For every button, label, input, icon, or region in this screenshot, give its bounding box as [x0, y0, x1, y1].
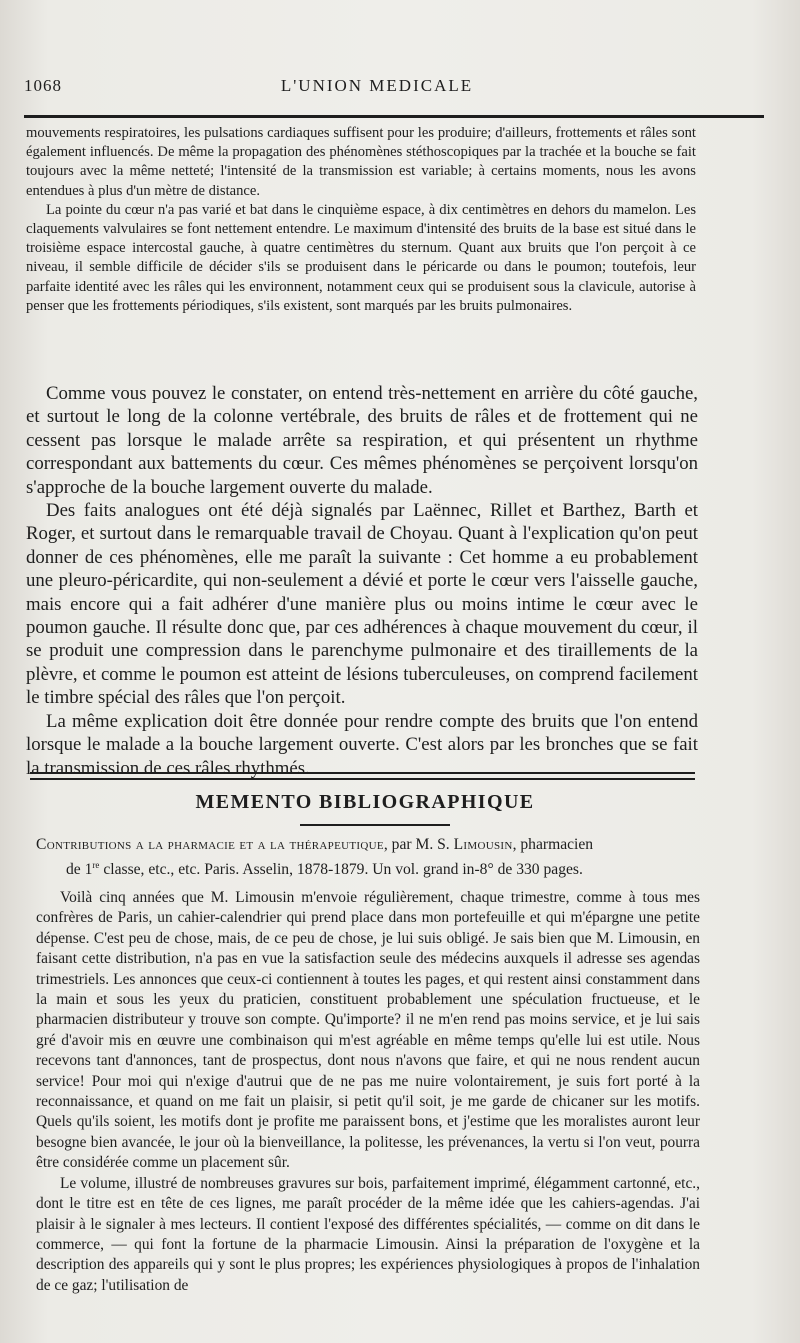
section-title: MEMENTO BIBLIOGRAPHIQUE — [195, 791, 535, 813]
page-number: 1068 — [24, 76, 62, 95]
publication-details: de 1re classe, etc., etc. Paris. Asselin, 1878-1879. Un vol. grand in-8° de 330 pages. — [66, 860, 583, 879]
paragraph: Comme vous pouvez le constater, on entend très-nettement en arrière du côté gauche, et surtout le long de la colonne vertébrale, des bruits de râles et de frottement qui ne cessent pas lorsque le malade arrête sa respiration, et qui présentent un rhythme correspondant aux battements du cœur. Ces mêmes phénomènes se perçoivent lorsqu'on s'approche de la bouche largement ouverte du malade. — [26, 383, 698, 498]
main-text-block — [26, 382, 698, 780]
paragraph: Des faits analogues ont été déjà signalés par Laënnec, Rillet et Barthez, Barth et Roger, et surtout dans le remarquable travail de Choyau. Quant à l'explication qu'on peut donner de ces phénomènes, elle me paraît la suivante : Cet homme a eu probablement une pleuro-péricardite, qui non-seulement a dévié et porte le cœur vers l'aisselle gauche, mais encore qui a fait adhérer d'une manière plus ou moins intime le cœur avec le poumon gauche. Il résulte donc que, par ces adhérences à chaque mouvement du cœur, il se produit une compression dans le parenchyme pulmonaire et des tiraillements de la plèvre, et comme le poumon est atteint de lésions tuberculeuses, on comprend facilement le timbre spécial des râles que l'on perçoit. — [26, 500, 698, 709]
author-name: Limousin — [453, 836, 513, 853]
header-rule — [24, 115, 764, 118]
paragraph: Voilà cinq années que M. Limousin m'envoie régulièrement, chaque trimestre, comme à tous mes confrères de Paris, un cahier-calendrier qui prend place dans mon portefeuille et qui m'épargne une petite dépense. C'est peu de chose, mais, de ce peu de chose, je lui suis obligé. Je sais bien que M. Limousin, en faisant cette distribution, n'a pas en vue la satisfaction seule des médecins auxquels il adresse ses agendas trimestriels. Les annonces que ceux-ci contiennent à toutes les pages, et qui restent ainsi constamment dans la main et sous les yeux du praticien, constituent probablement une spéculation fructueuse, et le pharmacien distributeur y trouve son compte. Qu'importe? il ne m'en rend pas moins service, et je lui sais gré d'avoir mis en œuvre une combinaison qui m'est agréable en même temps qu'elle lui est utile. Nous recevons tant d'annonces, tant de prospectus, dont nous n'avons que faire, et qui ne nous rendent aucun service! Pour moi qui n'exige d'autrui que de ne pas me nuire volontairement, je suis fort porté à la reconnaissance, et quand on me fait un plaisir, si petit qu'il soit, je me garde de chicaner sur les motifs. Quels qu'ils soient, les motifs dont je profite me paraissent bons, et j'estime que les moralistes auront leur besogne bien avancée, le jour où la bienveillance, la politesse, les prévenances, la vertu si l'on veut, pourra être considérée comme un placement sûr. — [36, 889, 700, 1172]
section-divider — [30, 772, 695, 780]
title-underline — [300, 824, 450, 826]
book-title: Contributions a la pharmacie et a la thérapeutique — [36, 836, 384, 853]
review-text-block — [36, 888, 700, 1296]
paragraph: La pointe du cœur n'a pas varié et bat dans le cinquième espace, à dix centimètres en dehors du mamelon. Les claquements valvulaires se font nettement entendre. Le maximum d'intensité des bruits de la base est situé dans le troisième espace intercostal gauche, à quatre centimètres du sternum. Quant aux bruits que l'on perçoit à ce niveau, il semble difficile de décider s'ils se produisent dans le péricarde ou dans le poumon; toutefois, leur parfaite identité avec les râles qui les environnent, notamment ceux qui se produisent sous la clavicule, autorise à penser que les frottements périodiques, s'ils existent, sont marqués par les bruits pulmonaires. — [26, 201, 696, 314]
small-text-block — [26, 124, 696, 316]
paragraph: Le volume, illustré de nombreuses gravures sur bois, parfaitement imprimé, élégamment cartonné, etc., dont le titre est en tête de ces lignes, me paraît procéder de la même idée que les cahiers-agendas. J'ai plaisir à le signaler à mes lecteurs. Il contient l'exposé des différentes spécialités, — comme on dit dans le commerce, — qui font la fortune de la pharmacie Limousin. Ainsi la préparation de l'oxygène et la description des appareils qui y sont le plus propres; les expériences physiologiques à propos de l'inhalation de ce gaz; l'utilisation de — [36, 1174, 700, 1294]
paragraph: La même explication doit être donnée pour rendre compte des bruits que l'on entend lorsque le malade a la bouche largement ouverte. C'est alors par les bronches que se fait la transmission de ces râles rhythmés. — [26, 710, 698, 779]
running-title: L'UNION MEDICALE — [280, 76, 474, 95]
page-header — [24, 76, 730, 98]
author-prefix: , par M. S. — [383, 836, 454, 853]
author-role: , pharmacien — [512, 836, 594, 853]
paragraph: mouvements respiratoires, les pulsations cardiaques suffisent pour les produire; d'ailleurs, frottements et râles sont également influencés. De même la propagation des phénomènes stéthoscopiques par la trachée et la bouche se fait toujours avec la même netteté; l'intensité de la transmission est variable; à certains moments, nous les avons entendues à plus d'un mètre de distance. — [26, 125, 696, 199]
book-reference — [36, 835, 700, 880]
